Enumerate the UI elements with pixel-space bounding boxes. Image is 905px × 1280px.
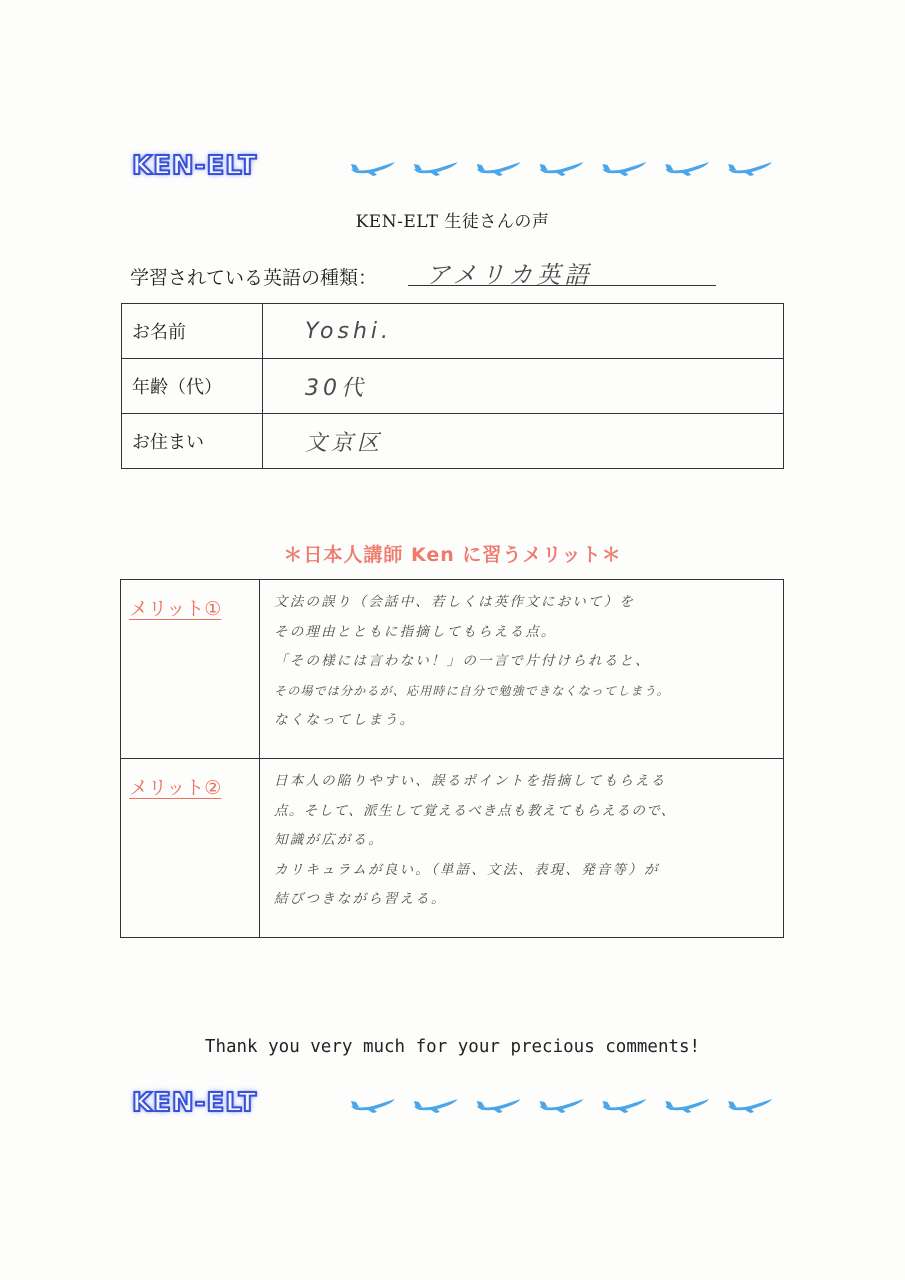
airplane-icon xyxy=(477,162,521,176)
airplane-icon xyxy=(602,162,646,176)
name-label: お名前 xyxy=(122,304,263,359)
english-type-label: 学習されている英語の種類： xyxy=(130,267,378,289)
residence-value: 文京区 xyxy=(263,414,784,469)
merits-heading: ＊日本人講師 Ken に習うメリット＊ xyxy=(283,544,622,566)
airplane-icon xyxy=(665,162,709,176)
merit-1-line: なくなってしまう。 xyxy=(274,712,416,728)
merit-1-line: その理由とともに指摘してもらえる点。 xyxy=(274,623,557,640)
airplane-icon xyxy=(665,1099,709,1113)
airplane-icon xyxy=(351,162,395,176)
profile-row-name xyxy=(122,304,784,359)
profile-table xyxy=(121,303,784,469)
airplane-row xyxy=(347,155,787,177)
airplane-icon xyxy=(602,1099,646,1113)
airplane-row xyxy=(347,1092,787,1114)
age-label: 年齢（代） xyxy=(122,359,263,414)
merit-1-line: その場では分かるが、応用時に自分で勉強できなくなってしまう。 xyxy=(274,683,671,698)
banner-bottom xyxy=(132,1090,782,1116)
name-value: Yoshi. xyxy=(263,304,784,359)
merit-2-line: カリキュラムが良い。（単語、文法、表現、発音等）が xyxy=(274,861,660,878)
merits-table xyxy=(120,579,784,938)
banner-top xyxy=(132,153,782,179)
merit-1-line: 「その様には言わない！」の一言で片付けられると、 xyxy=(274,653,651,669)
merit-2-text xyxy=(260,759,784,938)
airplane-icon xyxy=(477,1099,521,1113)
page-title: KEN-ELT 生徒さんの声 xyxy=(355,212,550,232)
english-type-underline xyxy=(408,285,716,286)
profile-row-age xyxy=(122,359,784,414)
airplane-icon xyxy=(540,162,584,176)
age-value: 30代 xyxy=(263,359,784,414)
merit-1-label: メリット① xyxy=(129,598,222,620)
merit-2-line: 知識が広がる。 xyxy=(274,832,384,848)
ken-elt-logo: KEN-ELT xyxy=(132,151,258,181)
airplane-icon xyxy=(728,1099,772,1113)
merit-row-1 xyxy=(121,580,784,759)
airplane-icon xyxy=(414,1099,458,1113)
merit-2-line: 点。そして、派生して覚えるべき点も教えてもらえるので、 xyxy=(274,802,676,819)
ken-elt-logo: KEN-ELT xyxy=(132,1088,258,1118)
airplane-icon xyxy=(728,162,772,176)
airplane-icon xyxy=(540,1099,584,1113)
english-type-line xyxy=(130,257,720,289)
profile-row-residence xyxy=(122,414,784,469)
merit-2-line: 日本人の陥りやすい、誤るポイントを指摘してもらえる xyxy=(274,773,667,789)
airplane-icon xyxy=(351,1099,395,1113)
merit-1-label-cell xyxy=(121,580,260,759)
merit-1-text xyxy=(260,580,784,759)
merit-1-line: 文法の誤り（会話中、若しくは英作文において）を xyxy=(274,594,636,610)
merit-2-line: 結びつきながら習える。 xyxy=(274,891,447,907)
merit-2-label: メリット② xyxy=(129,777,222,799)
merit-2-label-cell xyxy=(121,759,260,938)
merit-row-2 xyxy=(121,759,784,938)
airplane-icon xyxy=(414,162,458,176)
residence-label: お住まい xyxy=(122,414,263,469)
english-type-value: アメリカ英語 xyxy=(426,261,593,289)
thanks-message: Thank you very much for your precious comments! xyxy=(204,1037,701,1057)
